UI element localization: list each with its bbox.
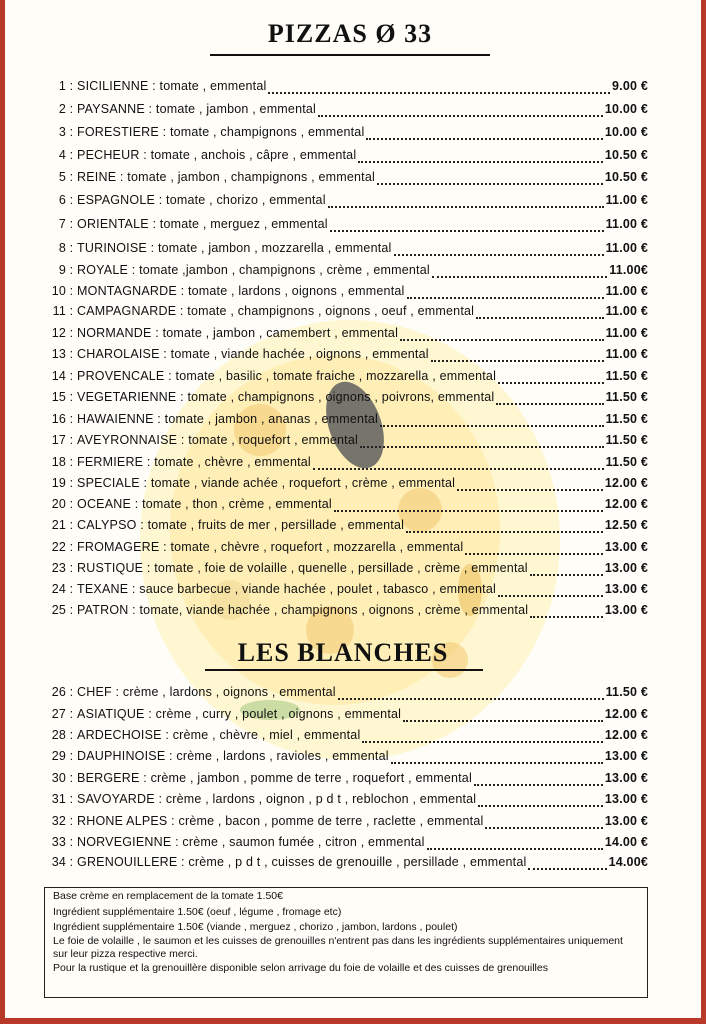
menu-item: 6 : ESPAGNOLE : tomate , chorizo , emmental 11.00 € [44,193,648,213]
item-name: CHAROLAISE [77,347,160,361]
item-price: 11.00 € [605,326,648,340]
item-ingredients: tomate , roquefort , emmental [188,433,358,447]
dot-leader [498,594,603,597]
item-ingredients: tomate , basilic , tomate fraiche , mozzarella , emmental [175,369,497,383]
item-name: PATRON [77,603,129,617]
dot-leader [528,867,606,870]
item-name: PAYSANNE [77,102,145,116]
dot-leader [318,114,603,117]
item-number: 26 [51,685,66,699]
item-number: 3 [58,125,66,139]
menu-item: 5 : REINE : tomate , jambon , champignons , emmental 10.50 € [44,170,648,190]
dot-leader [476,316,603,319]
item-ingredients: crème , jambon , pomme de terre , roquefort , emmental [150,771,472,785]
item-number: 11 [52,304,66,318]
item-price: 12.00 € [604,707,648,721]
dot-leader [362,740,602,743]
item-number: 9 [58,263,66,277]
item-name: PECHEUR [77,148,140,162]
menu-item: 4 : PECHEUR : tomate , anchois , câpre , emmental 10.50 € [44,148,648,168]
item-name: NORVEGIENNE [77,835,172,849]
item-ingredients: tomate , jambon , emmental [155,102,317,116]
item-name: TEXANE [77,582,129,596]
dot-leader [366,137,602,140]
item-name: SICILIENNE [77,79,149,93]
menu-item: 9 : ROYALE : tomate ,jambon , champignons , crème , emmental 11.00€ [44,263,648,283]
dot-leader [380,424,604,427]
item-price: 13.00 € [604,561,648,575]
menu-item: 16 : HAWAIENNE : tomate , jambon , ananas , emmental 11.50 € [44,412,648,432]
dot-leader [465,552,602,555]
item-price: 11.00 € [605,193,648,207]
menu-item: 19 : SPECIALE : tomate , viande achée , roquefort , crème , emmental 12.00 € [44,476,648,496]
item-number: 22 [51,540,66,554]
item-number: 12 [51,326,66,340]
menu-item: 1 : SICILIENNE : tomate , emmental 9.00 € [44,79,648,99]
menu-item: 8 : TURINOISE : tomate , jambon , mozzarella , emmental 11.00 € [44,241,648,261]
item-number: 4 [58,148,66,162]
item-price: 11.00 € [605,217,648,231]
item-name: TURINOISE [77,241,147,255]
item-price: 13.00 € [604,771,648,785]
item-name: RUSTIQUE [77,561,144,575]
item-number: 27 [51,707,66,721]
right-border [701,0,706,1024]
item-price: 10.50 € [604,170,648,184]
note-line: Pour la rustique et la grenouillère disponible selon arrivage du foie de volaille et des cuisses de grenouilles [53,961,548,974]
menu-item: 17 : AVEYRONNAISE : tomate , roquefort , emmental 11.50 € [44,433,648,453]
item-number: 25 [51,603,66,617]
note-line: Ingrédient supplémentaire 1.50€ (viande , merguez , chorizo , jambon, lardons , poulet) [53,921,458,933]
menu-item: 22 : FROMAGERE : tomate , chèvre , roquefort , mozzarella , emmental 13.00 € [44,540,648,560]
item-name: ESPAGNOLE [77,193,156,207]
dot-leader [330,229,604,232]
dot-leader [530,573,603,576]
item-name: REINE [77,170,117,184]
menu-item: 12 : NORMANDE : tomate , jambon , camembert , emmental 11.00 € [44,326,648,346]
section-title-pizzas: PIZZAS Ø 33 [267,19,433,48]
item-name: SAVOYARDE [77,792,155,806]
item-number: 23 [51,561,66,575]
item-price: 11.50 € [605,455,648,469]
title-underline [210,54,490,56]
item-name: OCEANE [77,497,132,511]
bottom-border [0,1018,706,1024]
title-underline [205,669,483,671]
item-name: HAWAIENNE [77,412,154,426]
menu-item: 28 : ARDECHOISE : crème , chèvre , miel , emmental 12.00 € [44,728,648,748]
item-number: 34 [51,855,66,869]
item-price: 11.00 € [605,304,648,318]
item-ingredients: crème , curry , poulet , oignons , emmental [155,707,402,721]
menu-item: 31 : SAVOYARDE : crème , lardons , oignon , p d t , reblochon , emmental 13.00 € [44,792,648,812]
dot-leader [431,359,604,362]
item-ingredients: tomate , anchois , câpre , emmental [150,148,357,162]
item-ingredients: tomate , thon , crème , emmental [142,497,332,511]
menu-item: 2 : PAYSANNE : tomate , jambon , emmental 10.00 € [44,102,648,122]
item-ingredients: sauce barbecue , viande hachée , poulet , tabasco , emmental [139,582,496,596]
item-ingredients: crème , lardons , oignon , p d t , reblochon , emmental [165,792,477,806]
item-price: 10.00 € [604,102,648,116]
item-price: 10.00 € [604,125,648,139]
item-ingredients: tomate , jambon , champignons , emmental [127,170,375,184]
menu-item: 24 : TEXANE : sauce barbecue , viande hachée , poulet , tabasco , emmental 13.00 € [44,582,648,602]
menu-item: 33 : NORVEGIENNE : crème , saumon fumée , citron , emmental 14.00 € [44,835,648,855]
dot-leader [403,719,603,722]
menu-item: 10 : MONTAGNARDE : tomate , lardons , oignons , emmental 11.00 € [44,284,648,304]
item-price: 11.50 € [605,685,648,699]
item-number: 18 [51,455,66,469]
item-ingredients: crème , bacon , pomme de terre , raclette , emmental [178,814,484,828]
item-name: MONTAGNARDE [77,284,177,298]
dot-leader [360,445,604,448]
menu-item: 7 : ORIENTALE : tomate , merguez , emmental 11.00 € [44,217,648,237]
item-ingredients: tomate, viande hachée , champignons , oignons , crème , emmental [139,603,529,617]
item-name: FORESTIERE [77,125,159,139]
item-number: 15 [51,390,66,404]
notes-box [44,887,648,998]
menu-item: 11 : CAMPAGNARDE : tomate , champignons , oignons , oeuf , emmental 11.00 € [44,304,648,324]
item-ingredients: tomate , viande achée , roquefort , crème , emmental [150,476,456,490]
item-number: 28 [51,728,66,742]
menu-item: 20 : OCEANE : tomate , thon , crème , emmental 12.00 € [44,497,648,517]
dot-leader [394,253,604,256]
item-name: RHONE ALPES [77,814,168,828]
item-price: 11.50 € [605,369,648,383]
dot-leader [478,804,603,807]
item-ingredients: tomate , emmental [159,79,267,93]
item-name: CALYPSO [77,518,137,532]
item-price: 12.00 € [604,728,648,742]
item-price: 12.50 € [604,518,648,532]
dot-leader [496,402,603,405]
item-number: 2 [58,102,66,116]
item-name: CHEF [77,685,112,699]
item-price: 11.00 € [605,241,648,255]
menu-item: 30 : BERGERE : crème , jambon , pomme de terre , roquefort , emmental 13.00 € [44,771,648,791]
item-number: 33 [51,835,66,849]
menu-item: 27 : ASIATIQUE : crème , curry , poulet , oignons , emmental 12.00 € [44,707,648,727]
left-border [0,0,5,1024]
item-number: 5 [58,170,66,184]
dot-leader [530,615,603,618]
item-price: 10.50 € [604,148,648,162]
menu-item: 3 : FORESTIERE : tomate , champignons , emmental 10.00 € [44,125,648,145]
item-number: 16 [51,412,66,426]
item-name: FROMAGERE [77,540,160,554]
item-number: 21 [51,518,66,532]
menu-item: 29 : DAUPHINOISE : crème , lardons , ravioles , emmental 13.00 € [44,749,648,769]
dot-leader [406,530,603,533]
item-price: 13.00 € [604,540,648,554]
menu-item: 32 : RHONE ALPES : crème , bacon , pomme de terre , raclette , emmental 13.00 € [44,814,648,834]
item-name: VEGETARIENNE [77,390,177,404]
item-name: DAUPHINOISE [77,749,166,763]
note-line: Ingrédient supplémentaire 1.50€ (oeuf , légume , fromage etc) [53,905,342,918]
item-price: 13.00 € [604,749,648,763]
menu-item: 34 : GRENOUILLERE : crème , p d t , cuisses de grenouille , persillade , emmental 14.00€ [44,855,648,875]
item-price: 13.00 € [604,582,648,596]
menu-item: 25 : PATRON : tomate, viande hachée , champignons , oignons , crème , emmental 13.00 € [44,603,648,623]
dot-leader [498,381,604,384]
item-ingredients: tomate , lardons , oignons , emmental [187,284,405,298]
item-name: SPECIALE [77,476,140,490]
item-number: 32 [51,814,66,828]
item-price: 11.50 € [605,412,648,426]
menu-item: 13 : CHAROLAISE : tomate , viande hachée , oignons , emmental 11.00 € [44,347,648,367]
dot-leader [400,338,604,341]
item-ingredients: tomate ,jambon , champignons , crème , emmental [139,263,430,277]
dot-leader [485,826,602,829]
menu-item: 15 : VEGETARIENNE : tomate , champignons , oignons , poivrons, emmental 11.50 € [44,390,648,410]
item-price: 11.50 € [605,390,648,404]
item-ingredients: crème , lardons , ravioles , emmental [176,749,389,763]
item-ingredients: tomate , fruits de mer , persillade , emmental [147,518,405,532]
menu-item: 14 : PROVENCALE : tomate , basilic , tomate fraiche , mozzarella , emmental 11.50 € [44,369,648,389]
item-name: PROVENCALE [77,369,165,383]
item-ingredients: crème , lardons , oignons , emmental [122,685,336,699]
item-ingredients: tomate , chorizo , emmental [166,193,326,207]
item-number: 7 [58,217,66,231]
dot-leader [328,205,604,208]
item-name: NORMANDE [77,326,152,340]
item-price: 11.00 € [605,284,648,298]
item-number: 19 [51,476,66,490]
item-number: 13 [51,347,66,361]
menu-item: 18 : FERMIERE : tomate , chèvre , emmental 11.50 € [44,455,648,475]
dot-leader [334,509,603,512]
dot-leader [377,182,603,185]
section-title-blanches: LES BLANCHES [237,638,449,667]
item-number: 20 [51,497,66,511]
item-ingredients: tomate , viande hachée , oignons , emmental [170,347,429,361]
item-name: ASIATIQUE [77,707,145,721]
dot-leader [268,91,610,94]
menu-item: 23 : RUSTIQUE : tomate , foie de volaille , quenelle , persillade , crème , emmental 13.00 € [44,561,648,581]
item-name: ROYALE [77,263,129,277]
item-number: 10 [51,284,66,298]
item-price: 11.00€ [609,263,648,277]
dot-leader [338,697,604,700]
item-price: 11.50 € [605,433,648,447]
item-price: 12.00 € [604,476,648,490]
item-name: ARDECHOISE [77,728,162,742]
note-line: Base crème en remplacement de la tomate 1.50€ [53,890,283,902]
item-ingredients: crème , saumon fumée , citron , emmental [182,835,425,849]
dot-leader [432,275,607,278]
item-ingredients: tomate , champignons , emmental [169,125,365,139]
item-ingredients: tomate , foie de volaille , quenelle , persillade , crème , emmental [154,561,528,575]
item-number: 14 [51,369,66,383]
item-price: 11.00 € [605,347,648,361]
item-price: 9.00 € [612,79,648,93]
item-name: FERMIERE [77,455,144,469]
dot-leader [313,467,604,470]
dot-leader [427,847,603,850]
item-price: 14.00€ [608,855,648,869]
dot-leader [391,761,603,764]
note-line: Le foie de volaille , le saumon et les cuisses de grenouilles n'entrent pas dans les ingrédients supplémentaires uniquement sur leur pizza respective merci. [53,934,623,960]
item-price: 13.00 € [604,814,648,828]
menu-item: 21 : CALYPSO : tomate , fruits de mer , persillade , emmental 12.50 € [44,518,648,538]
menu-item: 26 : CHEF : crème , lardons , oignons , emmental 11.50 € [44,685,648,705]
dot-leader [407,296,604,299]
item-number: 31 [51,792,66,806]
item-price: 13.00 € [604,792,648,806]
item-number: 17 [51,433,66,447]
item-number: 8 [58,241,66,255]
item-ingredients: tomate , chèvre , roquefort , mozzarella , emmental [170,540,464,554]
item-number: 6 [58,193,66,207]
item-name: AVEYRONNAISE [77,433,178,447]
item-ingredients: tomate , champignons , oignons , oeuf , emmental [187,304,475,318]
item-ingredients: tomate , merguez , emmental [159,217,328,231]
item-ingredients: tomate , jambon , mozzarella , emmental [157,241,392,255]
item-price: 12.00 € [604,497,648,511]
item-number: 1 [58,79,66,93]
item-ingredients: tomate , jambon , ananas , emmental [164,412,379,426]
item-number: 24 [51,582,66,596]
item-name: ORIENTALE [77,217,149,231]
item-number: 30 [51,771,66,785]
dot-leader [358,160,603,163]
item-price: 14.00 € [604,835,648,849]
dot-leader [474,783,603,786]
item-number: 29 [51,749,66,763]
item-price: 13.00 € [604,603,648,617]
item-ingredients: crème , p d t , cuisses de grenouille , persillade , emmental [188,855,527,869]
item-name: CAMPAGNARDE [77,304,177,318]
item-name: BERGERE [77,771,140,785]
item-ingredients: tomate , chèvre , emmental [154,455,311,469]
item-name: GRENOUILLERE [77,855,178,869]
item-ingredients: tomate , champignons , oignons , poivrons, emmental [187,390,495,404]
item-ingredients: crème , chèvre , miel , emmental [172,728,361,742]
item-ingredients: tomate , jambon , camembert , emmental [162,326,399,340]
dot-leader [457,488,603,491]
